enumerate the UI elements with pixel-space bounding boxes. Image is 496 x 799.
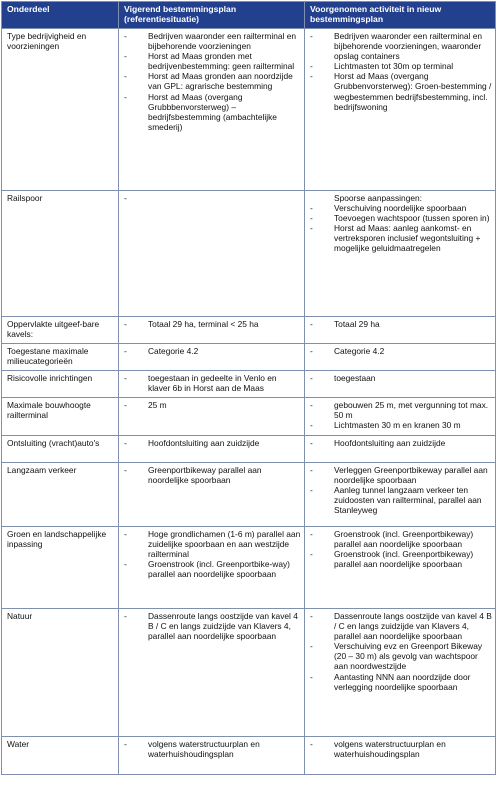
row-label: Natuur <box>2 609 119 737</box>
voorgenomen-cell <box>305 344 496 371</box>
list-item: - Hoge grondlichamen (1-6 m) parallel aan zuidelijke spoorbaan en aan westzijde railterminal <box>124 529 301 560</box>
table-row <box>2 191 496 317</box>
list-item: - Groenstrook (incl. Greenportbike-way) parallel aan noordelijke spoorbaan <box>124 559 290 580</box>
table-row <box>2 609 496 737</box>
list-item <box>310 193 492 203</box>
comparison-table <box>1 1 496 775</box>
list-item: - Horst ad Maas gronden aan noordzijde van GPL: agrarische bestemming <box>124 71 293 92</box>
vigerend-cell <box>119 344 305 371</box>
list-item: - Horst ad Maas (overgang Grubbbenvorsterweg) – bedrijfsbestemming (ambachtelijke smederij) <box>124 91 277 132</box>
voorgenomen-cell <box>305 737 496 775</box>
table-row <box>2 398 496 436</box>
voorgenomen-cell <box>305 191 496 317</box>
list-item: - Aanleg tunnel langzaam verkeer ten zuidoosten van railterminal, parallel aan Stanleyweg <box>310 485 482 516</box>
voorgenomen-cell <box>305 398 496 436</box>
list-item: - Hoofdontsluiting aan zuidzijde <box>124 438 260 448</box>
list-item: - volgens waterstructuurplan en waterhuishoudingsplan <box>310 739 446 760</box>
list-item: - Horst ad Maas gronden met bedrijvenbestemming: geen railterminal <box>124 51 295 72</box>
header-onderdeel: Onderdeel <box>2 2 119 29</box>
list-item: - gebouwen 25 m, met vergunning tot max. 50 m <box>310 400 489 421</box>
list-item: - Totaal 29 ha <box>310 319 380 329</box>
row-label: Water <box>2 737 119 775</box>
voorgenomen-cell <box>305 371 496 398</box>
row-label: Railspoor <box>2 191 119 317</box>
list-item: - Horst ad Maas: aanleg aankomst- en vertreksporen inclusief wegontsluiting + mogelijke geluidmaatregelen <box>310 223 481 254</box>
list-item: - Lichtmasten 30 m en kranen 30 m <box>310 420 461 431</box>
voorgenomen-cell <box>305 463 496 527</box>
list-item: - Verleggen Greenportbikeway parallel aan noordelijke spoorbaan <box>310 465 488 486</box>
voorgenomen-cell <box>305 436 496 463</box>
list-item: - Lichtmasten tot 30m op terminal <box>310 61 454 72</box>
vigerend-cell <box>119 436 305 463</box>
vigerend-cell <box>119 371 305 398</box>
list-item: - Verschuiving evz en Greenport Bikeway (20 – 30 m) als gevolg van wachtspoor aan noordwestzijde <box>310 641 483 672</box>
table-row <box>2 463 496 527</box>
list-item: - Dassenroute langs oostzijde van kavel 4 B / C en langs zuidzijde van Klavers 4, parallel aan noordelijke spoorbaan <box>124 611 298 642</box>
vigerend-cell <box>119 609 305 737</box>
vigerend-cell <box>119 317 305 344</box>
list-intro: Spoorse aanpassingen: <box>334 193 423 203</box>
table-row <box>2 371 496 398</box>
table-row <box>2 317 496 344</box>
vigerend-cell <box>119 737 305 775</box>
voorgenomen-cell <box>305 609 496 737</box>
row-label: Maximale bouwhoogte railterminal <box>2 398 119 436</box>
vigerend-cell <box>119 398 305 436</box>
table-row <box>2 29 496 191</box>
list-item: - Greenportbikeway parallel aan noordelijke spoorbaan <box>124 465 262 486</box>
row-label: Groen en landschappelijke inpassing <box>2 527 119 609</box>
list-item: - volgens waterstructuurplan en waterhuishoudingsplan <box>124 739 260 760</box>
list-item: - Hoofdontsluiting aan zuidzijde <box>310 438 446 448</box>
list-item: - Categorie 4.2 <box>310 346 385 356</box>
table-row <box>2 344 496 371</box>
list-item: - Toevoegen wachtspoor (tussen sporen in) <box>310 213 490 224</box>
list-item: - Verschuiving noordelijke spoorbaan <box>310 203 467 214</box>
list-item: - toegestaan in gedeelte in Venlo en klaver 6b in Horst aan de Maas <box>124 373 277 394</box>
list-item: - Bedrijven waaronder een railterminal en bijbehorende voorzieningen <box>124 31 297 52</box>
header-voorgenomen: Voorgenomen activiteit in nieuw bestemmingsplan <box>305 2 496 29</box>
list-item: - Categorie 4.2 <box>124 346 199 356</box>
list-item: - Groenstrook (incl. Greenportbikeway) parallel aan noordelijke spoorbaan <box>310 549 474 570</box>
list-item: - 25 m <box>124 400 167 410</box>
list-item: - Horst ad Maas (overgang Grubbenvorsterweg): Groen-bestemming / wegbestemmen bedrijfsbestemming, incl. bedrijfswoning <box>310 71 492 112</box>
row-label: Type bedrijvigheid en voorzieningen <box>2 29 119 191</box>
vigerend-cell <box>119 29 305 191</box>
voorgenomen-cell <box>305 29 496 191</box>
row-label: Oppervlakte uitgeef-bare kavels: <box>2 317 119 344</box>
row-label: Toegestane maximale milieucategorieën <box>2 344 119 371</box>
row-label: Langzaam verkeer <box>2 463 119 527</box>
list-item: - Dassenroute langs oostzijde van kavel 4 B / C en langs zuidzijde van Klavers 4, parallel aan noordelijke spoorbaan <box>310 611 492 642</box>
vigerend-cell <box>119 463 305 527</box>
vigerend-cell: - <box>119 191 305 317</box>
table-row <box>2 527 496 609</box>
header-vigerend: Vigerend bestemmingsplan (referentiesituatie) <box>119 2 305 29</box>
table-row <box>2 436 496 463</box>
list-item: - Bedrijven waaronder een railterminal en bijbehorende voorzieningen, waaronder opslag containers <box>310 31 483 62</box>
row-label: Ontsluiting (vracht)auto's <box>2 436 119 463</box>
vigerend-cell <box>119 527 305 609</box>
header-row <box>2 2 496 29</box>
table-row <box>2 737 496 775</box>
list-item: - Groenstrook (incl. Greenportbikeway) parallel aan noordelijke spoorbaan <box>310 529 474 550</box>
list-item: - Totaal 29 ha, terminal < 25 ha <box>124 319 259 329</box>
row-label: Risicovolle inrichtingen <box>2 371 119 398</box>
voorgenomen-cell <box>305 317 496 344</box>
list-item: - toegestaan <box>310 373 376 383</box>
list-item: - Aantasting NNN aan noordzijde door verlegging noordelijke spoorbaan <box>310 671 471 692</box>
voorgenomen-cell <box>305 527 496 609</box>
